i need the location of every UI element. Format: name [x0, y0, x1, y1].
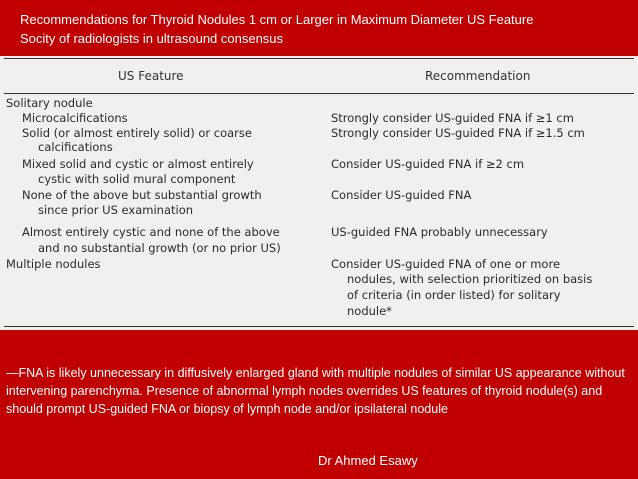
recommendation-cell: US-guided FNA probably unnecessary	[331, 225, 548, 239]
feature-cell-continued: and no substantial growth (or no prior US)	[38, 241, 281, 255]
recommendation-cell-continued: nodules, with selection prioritized on basis	[347, 272, 593, 286]
feature-cell: Microcalcifications	[22, 111, 128, 125]
recommendation-cell-continued: of criteria (in order listed) for solitary	[347, 288, 561, 302]
slide-title: Recommendations for Thyroid Nodules 1 cm or Larger in Maximum Diameter US Feature	[20, 12, 534, 27]
recommendation-cell: Consider US-guided FNA if ≥2 cm	[331, 157, 525, 171]
column-header-recommendation: Recommendation	[425, 69, 531, 83]
feature-cell: None of the above but substantial growth	[22, 188, 262, 202]
slide-subtitle: Socity of radiologists in ultrasound consensus	[20, 31, 284, 46]
column-header-us-feature: US Feature	[118, 69, 184, 83]
feature-cell-continued: cystic with solid mural component	[38, 172, 236, 186]
recommendation-cell: Strongly consider US-guided FNA if ≥1 cm	[331, 111, 574, 125]
feature-cell-continued: calcifications	[38, 140, 113, 154]
feature-cell-continued: since prior US examination	[38, 203, 194, 217]
feature-cell: Solid (or almost entirely solid) or coarse	[22, 126, 252, 140]
slide-footer	[0, 330, 638, 479]
recommendation-cell: Strongly consider US-guided FNA if ≥1.5 cm	[331, 126, 585, 140]
recommendation-cell-continued: nodule*	[347, 304, 392, 318]
author-credit: Dr Ahmed Esawy	[318, 453, 418, 468]
recommendation-cell: Consider US-guided FNA of one or more	[331, 257, 561, 271]
recommendation-table	[0, 56, 638, 330]
slide-header	[0, 0, 638, 56]
table-bottom-rule	[4, 326, 634, 327]
footnote-text: —FNA is likely unnecessary in diffusively enlarged gland with multiple nodules of similar US appearance without intervening parenchyma. Presence of abnormal lymph nodes overrides US features of thyroid nodule(s) and should prompt US-guided FNA or biopsy of lymph node and/or ipsilateral nodule	[6, 366, 625, 416]
table-top-rule	[4, 58, 634, 59]
recommendation-cell: Consider US-guided FNA	[331, 188, 472, 202]
feature-cell: Almost entirely cystic and none of the above	[22, 225, 280, 239]
feature-group-label: Solitary nodule	[6, 96, 93, 110]
table-header-rule	[4, 93, 634, 94]
feature-cell: Mixed solid and cystic or almost entirely	[22, 157, 254, 171]
feature-group-label: Multiple nodules	[6, 257, 101, 271]
